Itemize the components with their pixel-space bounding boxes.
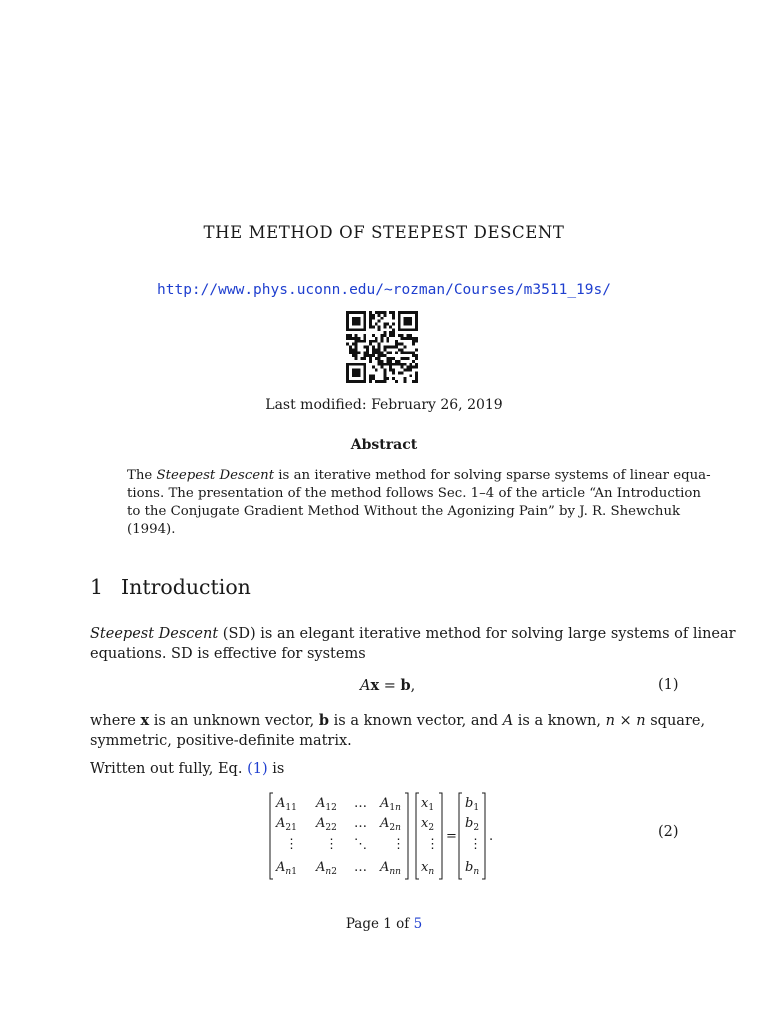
- intro-paragraph: Steepest Descent (SD) is an elegant iterative method for solving large systems of linear equations. SD is effective for systems: [90, 626, 736, 662]
- abstract-line-4: (1994).: [127, 522, 176, 537]
- svg-text:A11: $A_{11}$: [276, 796, 297, 813]
- abstract-text: [127, 467, 711, 539]
- svg-text:Ann: $A_{nn}$: [380, 860, 401, 877]
- url-container: [0, 279, 768, 298]
- svg-text:⋮: ⋮: [392, 837, 405, 852]
- abstract-line-1: The Steepest Descent is an iterative method for solving sparse systems of linear equa-: [127, 468, 711, 483]
- qr-code-icon: [346, 311, 418, 383]
- equation-2-matrix: [268, 791, 508, 881]
- svg-text:⋮: ⋮: [285, 837, 298, 852]
- equation-1-body: Ax = b,: [360, 677, 416, 694]
- svg-text:x2: $x_2$: [421, 816, 435, 833]
- svg-text:⋱: ⋱: [354, 837, 367, 852]
- svg-text:…: …: [354, 816, 367, 831]
- equation-1-ref-link[interactable]: (1): [247, 761, 268, 777]
- svg-text:⋮: ⋮: [469, 837, 482, 852]
- section-title: Introduction: [121, 575, 251, 599]
- page-footer: Page 1 of 5: [345, 916, 423, 932]
- abstract-line-3: to the Conjugate Gradient Method Without the Agonizing Pain” by J. R. Shewchuk: [127, 504, 681, 519]
- definition-paragraph: where x is an unknown vector, b is a known vector, and A is a known, n × n square, symmetric, positive-definite matrix.: [90, 712, 706, 749]
- svg-text:A22: $A_{22}$: [316, 816, 337, 833]
- written-out-paragraph: Written out fully, Eq. (1) is: [90, 761, 285, 777]
- svg-text:A21: $A_{21}$: [276, 816, 297, 833]
- svg-text:=: =: [446, 829, 457, 844]
- section-heading: [90, 575, 251, 599]
- svg-text:⋮: ⋮: [426, 837, 439, 852]
- course-url-link[interactable]: http://www.phys.uconn.edu/~rozman/Courses/m3511_19s/: [157, 282, 611, 298]
- svg-text:…: …: [354, 860, 367, 875]
- svg-text:xn: $x_n$: [421, 860, 435, 877]
- svg-text:A1n: $A_1n$: [380, 796, 401, 813]
- svg-text:…: …: [354, 796, 367, 811]
- svg-text:x1: $x_1$: [421, 796, 435, 813]
- svg-text:A2n: $A_2n$: [380, 816, 401, 833]
- equation-2-tag: (2): [658, 824, 679, 840]
- svg-text:b2: $b_2$: [465, 816, 480, 833]
- svg-text:An2: $A_n2$: [316, 860, 337, 877]
- equation-1-tag: (1): [658, 677, 679, 693]
- abstract-line-2: tions. The presentation of the method follows Sec. 1–4 of the article “An Introduction: [127, 486, 701, 501]
- last-modified: Last modified: February 26, 2019: [265, 397, 503, 413]
- abstract-heading: Abstract: [350, 437, 418, 453]
- page-title: THE METHOD OF STEEPEST DESCENT: [203, 223, 565, 242]
- svg-text:.: .: [489, 829, 494, 844]
- svg-text:An1: $A_n1$: [276, 860, 297, 877]
- section-number: 1: [90, 575, 104, 599]
- page-total-link[interactable]: 5: [413, 916, 423, 932]
- svg-text:bn: $b_n$: [465, 860, 480, 877]
- svg-text:A12: $A_{12}$: [316, 796, 337, 813]
- svg-text:b1: $b_1$: [465, 796, 480, 813]
- svg-text:⋮: ⋮: [325, 837, 338, 852]
